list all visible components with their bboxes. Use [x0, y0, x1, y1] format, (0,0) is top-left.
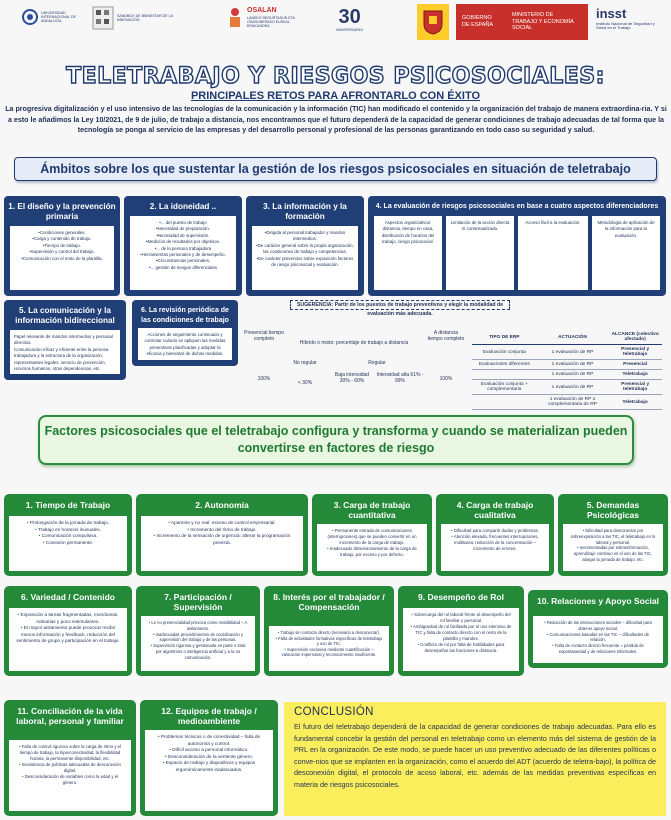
ambito-item: • De carácter preventivo sobre exposición factores de riesgo psicosocial y evaluación. — [256, 256, 354, 269]
factor-item: • Falta de control riguroso sobre la carga de ritmo y el tiempo de trabajo, la hiperconectividad, la flexibilidad horaria, la permanente disponibilidad, etc. — [15, 744, 125, 762]
factor-item: • Permanente entrada de comunicaciones (interrupciones) que se pueden convertir en un incremento de la carga de trabajo. — [323, 528, 421, 546]
factor-item: • Comunicación compulsiva. — [15, 533, 121, 540]
factor-card-4 — [436, 494, 554, 576]
ambito-item: Metodología de aplicación de la información para la evaluación. — [597, 220, 655, 238]
modalidad-presencial: Presencial tiempo completo — [244, 330, 284, 342]
factor-card-11 — [4, 700, 136, 816]
ambito-item: Limitación de la acción directa ni contextualizada. — [450, 220, 510, 232]
factor-card-3 — [312, 494, 432, 576]
conclusion-text: El futuro del teletrabajo dependerá de la capacidad de generar condiciones de trabajo adecuadas. Para ello es fundamental concebir la gestión del personal en teletrabajo como un elemento más del sistema de gestión de la PRL en la organización. De este modo, se puede hacer un uso preventivo adecuado de las diferentes políticas o conve-nios que se implanten en la organización, como el acuerdo del ADT (acuerdo de teletra-bajo), la política de desconexión digital, el protocolo de acoso laboral, etc. además de las medidas preventivas específicas en materia de riesgos psicosociales. — [294, 722, 656, 789]
ambito-body — [10, 330, 120, 374]
ambito-body — [252, 226, 358, 290]
factor-item: • Espacio de trabajo y dispositivos y equipos ergonómicamente inadecuados. — [151, 760, 267, 773]
ministerio-logo — [456, 4, 588, 40]
ambito-item: • Carga y contenido de trabajo. — [14, 236, 110, 242]
shield-icon — [421, 8, 445, 36]
ambito-item: • Necesidad de supervisión. — [134, 233, 232, 239]
factor-body — [141, 516, 303, 571]
ambito-title: 4. La evaluación de riesgos psicosociales en base a cuatro aspectos diferenciadores — [375, 203, 659, 210]
insst-sub: Instituto Nacional de Seguridad y Salud en el Trabajo — [596, 20, 655, 31]
intro-paragraph: La progresiva digitalización y el uso intensivo de las tecnologías de la comunicación y la información (TIC) han modificado el contenido y la organización del trabajo de manera extraordina-ria. Y si a esto le añadimos la Ley 10/2021, de 9 de julio, de trabajo a distancia, nos encontramos que el futuro dependerá de la capacidad de generar condiciones de trabajo adecuadas de tal forma que la tecnología se ponga al servicio de las empresas y del desarrollo personal y profesional de las personas garantizando en todo caso su seguridad y salud. — [5, 105, 667, 134]
gobierno-text: GOBIERNO DE ESPAÑA — [462, 15, 494, 28]
factor-item: • Falta de contacto directo frecuente = pérdida de espontaneidad y de relaciones informales. — [539, 643, 657, 655]
ambito-item: Comunicación eficaz y eficiente entre la persona trabajadora y la estructura de la organización, representantes legales, servicio de prevención, recursos humanos, otras dependencias, etc. — [14, 346, 109, 372]
erp-cell: Evaluaciones diferentes — [472, 360, 537, 370]
modalidad-p100: 100% — [257, 376, 271, 382]
ambito-title: 2. La idoneidad .. — [149, 202, 217, 211]
factor-title: 10. Relaciones y Apoyo Social — [536, 596, 660, 606]
factor-item: • Incrementadas por sobreinformación, aprendizaje continuo en el uso de las TIC, alargar la jornada de trabajo, etc. — [569, 545, 657, 562]
factor-item: • Comunicaciones basadas en las TIC – dificultades de relación. — [539, 632, 657, 644]
ambito-item: • ... de la persona trabajadora — [134, 246, 232, 252]
modalidad-hibrido: Híbrido o mixto: porcentaje de trabajo a distancia — [299, 340, 409, 346]
factor-item: • Desconsideración de la vertiente género. — [151, 754, 267, 761]
erp-cell: 1 evaluación de RP — [537, 345, 609, 360]
factor-body — [269, 626, 389, 671]
ambito-item: • Circunstancias personales. — [134, 258, 232, 264]
ambito-item: • Comunicación con el resto de la plantilla. — [14, 256, 110, 262]
ambito-card-4 — [368, 196, 666, 296]
factor-body — [9, 740, 131, 811]
ambito-item: • Medición de resultados por objetivos. — [134, 239, 232, 245]
bsc-logo — [92, 6, 183, 30]
factor-title: 2. Autonomía — [195, 500, 249, 510]
ambito-item: • Necesidad de preparación. — [134, 226, 232, 232]
erp-header: TIPO DE ERP — [472, 330, 537, 345]
factor-card-9 — [398, 586, 524, 676]
ambito-title: 5. La comunicación y la información bidireccional — [15, 306, 115, 325]
factor-title: 7. Participación / Supervisión — [164, 592, 232, 612]
erp-header: ALCANCE (colectivo afectado) — [608, 330, 662, 345]
factor-item: • Supervisión exclusiva mediante cuantificación – valoración impersonal y reconocimiento insuficiente. — [275, 647, 383, 658]
erp-cell: 1 evaluación de RP — [537, 380, 609, 395]
table-row — [472, 395, 662, 410]
factor-item: • El mayor aislamiento puede provocar recibir menos información y feedback, reducción del sentimiento de grupo y participación en el trabajo. — [15, 625, 121, 645]
ambito-item: • Tiempo de trabajo. — [14, 243, 110, 249]
factor-item: • Conflicto de rol por falta de habilidades para desempeñar las funciones a distancia. — [409, 642, 513, 654]
ambito-card-5 — [4, 300, 126, 380]
ambito-card-3 — [246, 196, 364, 296]
gobierno-logo — [417, 4, 449, 40]
table-row — [472, 360, 662, 370]
factor-item: • Supervisión rigurosa y gestionada en parte o total por algoritmos o inteligencia artificial y a la no comunicación. — [147, 643, 249, 660]
modalidad-baja: Baja intensidad 30% - 60% — [334, 372, 370, 384]
ambito-item: Acceso fácil a la evaluación. — [525, 220, 581, 225]
factor-item: • Incremento del ritmo de trabajo. — [147, 527, 297, 534]
ambito-title: 6. La revisión periódica de las condiciones de trabajo — [141, 307, 229, 324]
page-title: TELETRABAJO Y RIESGOS PSICOSOCIALES: — [66, 64, 605, 89]
factor-item: • Dificultad para desconectar por sobreexposición a las TIC, el teletrabajo en lo laboral y personal. — [569, 528, 657, 545]
factor-item: • Atención elevada, frecuentes interrupciones, multitarea: reducción de la concentración – incremento de errores. — [447, 534, 543, 552]
factor-card-10 — [528, 590, 668, 668]
logo-bar — [0, 0, 671, 52]
uni-logo-text: UNIVERSIDAD INTERNACIONAL DE ANDALUCÍA — [41, 10, 77, 24]
erp-cell: Evaluación conjunta — [472, 345, 537, 360]
ambito-body — [446, 216, 514, 290]
factor-body — [403, 608, 519, 671]
modalidad-lt30: < 30% — [297, 380, 313, 386]
factor-item: • Dificultad para compartir dudas y problemas. — [447, 528, 543, 534]
osalan-logo-sub: LANEKO SEGURTASUN ETA OSASUNERAKO EUSKAL ERAKUNDEA — [247, 15, 295, 29]
factor-card-6 — [4, 586, 132, 676]
ambito-body — [138, 328, 232, 360]
factor-item: • Problemas técnicos o de conectividad – falta de autonomía y control. — [151, 734, 267, 747]
factor-body — [441, 524, 549, 571]
factor-item: • Sobrecarga del rol laboral frente al desempeño del rol familiar y personal. — [409, 612, 513, 624]
ambito-item: Aspectos organizativos: distancia, tiempo en casa, distribución de horarios del trabajo, riesgo psicosocial. — [381, 220, 435, 245]
factor-title: 11. Conciliación de la vida laboral, personal y familiar — [16, 706, 124, 726]
factor-title: 12. Equipos de trabajo / medioambiente — [161, 706, 257, 726]
sugerencia-box: SUGERENCIA: Partir de los puestos de trabajo preventivos y elegir la modalidad de evaluación más adecuada. — [290, 300, 510, 310]
ambito-body — [374, 216, 442, 290]
erp-cell: 1 evaluación de RP o complementaria de RP — [537, 395, 609, 410]
osalan-logo-name: OSALAN — [247, 7, 277, 15]
ambito-item: • Dirigida al personal trabajador y mandos intermedios: — [256, 230, 354, 243]
modalidad-distancia: A distancia tiempo completo — [427, 330, 465, 342]
factor-body — [563, 524, 663, 571]
ambito-card-1 — [4, 196, 120, 296]
section-ambitos-heading: Ámbitos sobre los que sustentar la gestión de los riesgos psicosociales en situación de teletrabajo — [14, 157, 657, 181]
aniversario-label: ANIVERSARIO — [336, 27, 364, 32]
ambito-body — [10, 226, 114, 290]
uni-logo — [22, 6, 83, 28]
erp-cell: Teletrabajo — [608, 395, 662, 410]
erp-cell: 1 evaluación de RP — [537, 370, 609, 380]
ambito-item: • Condiciones generales. — [14, 230, 110, 236]
factor-item: • Falta de actividades formativas específicas de teletrabajo y uso de TIC. — [275, 636, 383, 647]
ambito-item: • Supervisión y control del trabajo. — [14, 249, 110, 255]
ministerio-text: MINISTERIO DE TRABAJO Y ECONOMÍA SOCIAL — [512, 12, 574, 32]
factor-body — [9, 516, 127, 571]
section-factores-title: Factores psicosociales que el teletrabajo configura y transforma y cuando se materializan pueden convertirse en factores de riesgo — [44, 424, 628, 455]
factor-item: • Conexión permanente. — [15, 540, 121, 547]
ambito-title: 1. El diseño y la prevención primaria — [8, 202, 116, 221]
factor-item: • Trabajo sin contacto directo (necesario a desconectar). — [275, 630, 383, 636]
factor-body — [141, 616, 255, 671]
conclusion-box — [284, 702, 666, 816]
insst-logo — [596, 6, 666, 31]
erp-cell: Presencial y teletrabajo — [608, 345, 662, 360]
ambito-item: • De carácter general sobre la propia organización, las condiciones de trabajo y competencias. — [256, 243, 354, 256]
ambito-body — [518, 216, 588, 290]
conclusion-title: CONCLUSIÓN — [294, 706, 374, 718]
erp-cell: Teletrabajo — [608, 370, 662, 380]
aniversario-logo — [336, 6, 363, 33]
modalidad-no-regular: No regular — [293, 360, 317, 366]
factor-item: • Trabajo en horarios inusuales. — [15, 527, 121, 534]
uni-logo-icon — [22, 6, 38, 28]
ambito-card-6 — [132, 300, 238, 366]
factor-title: 5. Demandas Psicológicas — [586, 500, 640, 520]
section-factores-heading — [38, 415, 634, 465]
modalidad-d100: 100% — [439, 376, 453, 382]
factor-title: 3. Carga de trabajo cuantitativa — [333, 500, 411, 520]
modalidad-regular: Regular — [368, 360, 386, 366]
factor-title: 1. Tiempo de Trabajo — [25, 500, 111, 510]
factor-title: 8. Interés por el trabajador / Compensación — [273, 592, 385, 612]
factor-body — [317, 524, 427, 571]
table-row — [472, 345, 662, 360]
factor-item: • Inadecuadas procedimientos de coordinación y supervisión del trabajo y de las personas. — [147, 632, 249, 644]
factor-card-1 — [4, 494, 132, 576]
bsc-logo-text: SANDBOX DE BIENESTAR DE LA INNOVACIÓN — [117, 13, 173, 22]
osalan-logo — [226, 6, 299, 30]
factor-card-5 — [558, 494, 668, 576]
erp-cell: Evaluación conjunta + complementaria — [472, 380, 537, 395]
ambito-card-2 — [124, 196, 242, 296]
ambito-title: 3. La información y la formación — [263, 202, 347, 221]
factor-card-2 — [136, 494, 308, 576]
erp-cell — [472, 370, 537, 380]
factor-item: • Inexistencia de políticas adecuadas de desconexión digital. — [15, 762, 125, 774]
factor-item: • Reducción de las interacciones sociales – dificultad para obtener apoyo social. — [539, 620, 657, 632]
osalan-logo-icon — [226, 6, 244, 30]
factor-item: • Inadecuado dimensionamiento de la carga de trabajo, por exceso y por defecto. — [323, 546, 421, 558]
factor-item: • Ambigüedad de rol facilitada por el uso intensivo de TIC y falta de contacto directo con el resto de la plantilla y mandos. — [409, 624, 513, 642]
ambito-item: • ... del puesto de trabajo — [134, 220, 232, 226]
factor-item: • Exposición a tareas fragmentadas, monótonas, rutinarias y poco estimulantes. — [15, 612, 121, 625]
factor-body — [145, 730, 273, 811]
table-row — [472, 370, 662, 380]
factor-card-7 — [136, 586, 260, 676]
erp-header: ACTUACIÓN — [537, 330, 609, 345]
insst-name: insst — [596, 6, 627, 21]
factor-body — [533, 616, 663, 663]
table-row — [472, 380, 662, 395]
factor-item: • Aparente y no real: exceso de control empresarial. — [147, 520, 297, 527]
ambito-item: • Herramientas personales y de desempeño. — [134, 252, 232, 258]
ambito-item: • ... gestión de riesgos diferenciales — [134, 265, 232, 271]
factor-item: • Difícil acceso a personal informático. — [151, 747, 267, 754]
factor-title: 9. Desempeño de Rol — [418, 592, 504, 602]
erp-cell: Presencial y teletrabajo — [608, 380, 662, 395]
factor-item: • Le no presencialidad provoca como invisibilidad – A aislamiento. — [147, 620, 249, 632]
erp-cell: Presencial — [608, 360, 662, 370]
factor-item: • Desconsideración de variables como la edad y el género. — [15, 774, 125, 786]
factor-card-8 — [264, 586, 394, 676]
factor-title: 6. Variedad / Contenido — [21, 592, 115, 602]
factor-item: • Incremento de la sensación de urgencia: alterar la programación prevista. — [147, 533, 297, 546]
bsc-logo-icon — [92, 6, 114, 30]
erp-cell — [472, 395, 537, 410]
ambito-body — [592, 216, 660, 290]
factor-card-12 — [140, 700, 278, 816]
erp-cell: 1 evaluación de RP — [537, 360, 609, 370]
factor-body — [9, 608, 127, 671]
ambito-item: Papel relevante de mandos intermedios y personal directivo. — [14, 334, 113, 346]
ambito-body — [130, 216, 236, 290]
aniversario-number: 30 — [338, 6, 361, 28]
ambito-item: Acciones de seguimiento continuado y controlar cuándo se apliquen las medidas preventivas planificadas y adoptar la eficacia y bienestar de dichas medidas. — [144, 332, 226, 357]
factor-title: 4. Carga de trabajo cualitativa — [456, 500, 534, 520]
erp-table — [472, 330, 662, 410]
page-subtitle: PRINCIPALES RETOS PARA AFRONTARLO CON ÉXITO — [190, 90, 481, 102]
modalidad-alta: Intensidad alta 61% - 99% — [376, 372, 424, 384]
factor-item: • Prolongación de la jornada de trabajo. — [15, 520, 121, 527]
